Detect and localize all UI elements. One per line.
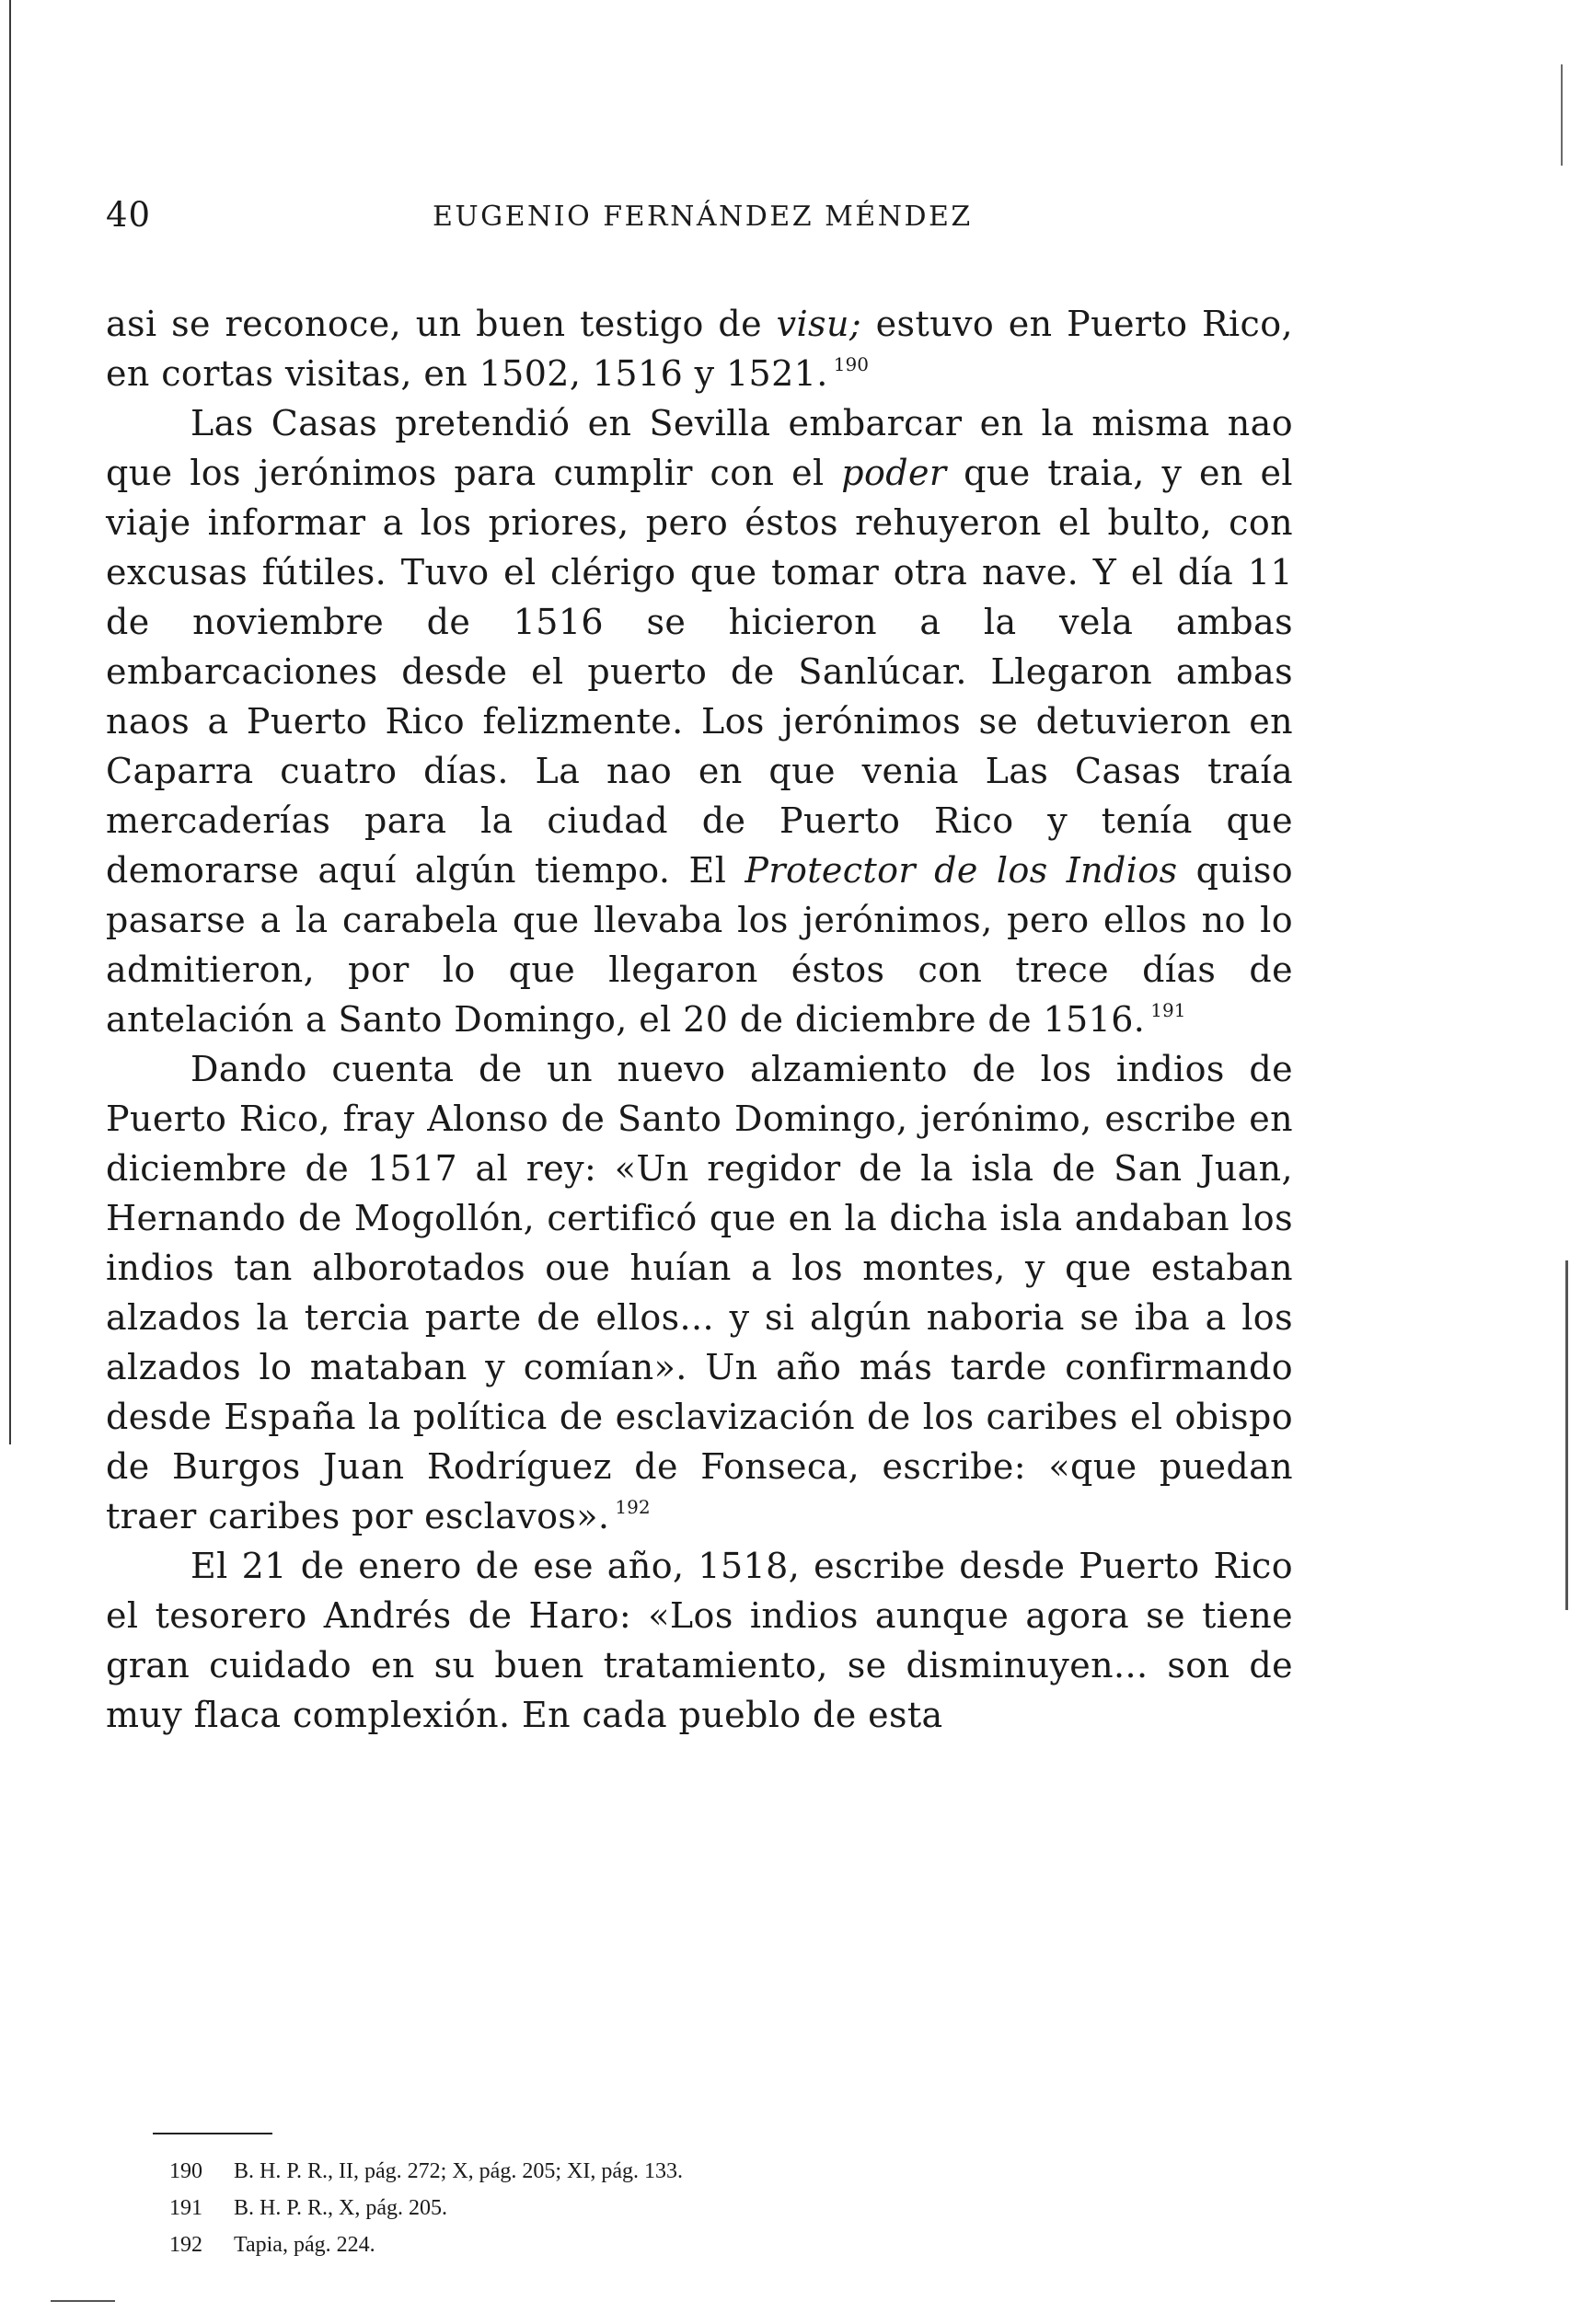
- footnotes: [169, 2153, 1228, 2263]
- footnote-number: 191: [169, 2196, 202, 2220]
- scan-edge-line-right-top: [1561, 64, 1563, 166]
- paragraph-2-text-a: Las Casas pretendió en Sevilla embarcar en la misma nao que los jerónimos para cumplir con el: [106, 403, 1293, 493]
- paragraph-1-text-a: asi se reconoce, un buen testigo de: [106, 304, 777, 344]
- footnote-number: 192: [169, 2233, 202, 2257]
- scan-edge-line-bottom: [51, 2300, 115, 2302]
- footnote-ref-192: 192: [615, 1496, 651, 1518]
- paragraph-2: [106, 398, 1293, 1044]
- paragraph-1-text-b: estuvo en Puerto Rico, en cortas visitas, en 1502, 1516 y 1521.: [106, 304, 1293, 394]
- paragraph-2-italic-a: poder: [841, 453, 947, 493]
- paragraph-2-italic-b: Protector de los Indios: [745, 850, 1178, 891]
- running-head: EUGENIO FERNÁNDEZ MÉNDEZ: [433, 201, 973, 233]
- footnote-divider: [153, 2133, 272, 2134]
- scan-edge-line-right-mid: [1565, 1260, 1568, 1610]
- paragraph-2-text-b: que traia, y en el viaje informar a los priores, pero éstos rehuyeron el bulto, con excusas fútiles. Tuvo el clérigo que tomar otra nave. Y el día 11 de noviembre de 1516 se hicieron a la vela ambas embarcaciones desde el puerto de Sanlúcar. Llegaron ambas naos a Puerto Rico felizmente. Los jerónimos se detuvieron en Caparra cuatro días. La nao en que venia Las Casas traía mercaderías para la ciudad de Puerto Rico y tenía que demorarse aquí algún tiempo. El: [106, 453, 1293, 891]
- paragraph-3-text: Dando cuenta de un nuevo alzamiento de los indios de Puerto Rico, fray Alonso de Santo Domingo, jerónimo, escribe en diciembre de 1517 al rey: «Un regidor de la isla de San Juan, Hernando de Mogollón, certificó que en la dicha isla andaban los indios tan alborotados oue huían a los montes, y que estaban alzados la tercia parte de ellos... y si algún naboria se iba a los alzados lo mataban y comían». Un año más tarde confirmando desde España la política de esclavización de los caribes el obispo de Burgos Juan Rodríguez de Fonseca, escribe: «que puedan traer caribes por esclavos».: [106, 1049, 1293, 1536]
- footnote-190: [169, 2153, 1228, 2190]
- footnote-text: Tapia, pág. 224.: [234, 2233, 375, 2257]
- footnote-text: B. H. P. R., II, pág. 272; X, pág. 205; XI, pág. 133.: [234, 2159, 683, 2183]
- footnote-ref-191: 191: [1150, 999, 1186, 1021]
- page-header: [106, 195, 1293, 241]
- scan-edge-line-left: [9, 0, 11, 1444]
- footnote-192: [169, 2226, 1228, 2263]
- paragraph-1-italic: visu;: [776, 304, 862, 344]
- footnote-text: B. H. P. R., X, pág. 205.: [234, 2196, 448, 2220]
- paragraph-4: [106, 1541, 1293, 1740]
- paragraph-1: [106, 299, 1293, 398]
- paragraph-2-text-c: quiso pasarse a la carabela que llevaba los jerónimos, pero ellos no lo admitieron, por lo que llegaron éstos con trece días de antelación a Santo Domingo, el 20 de diciembre de 1516.: [106, 850, 1293, 1040]
- paragraph-3: [106, 1044, 1293, 1541]
- footnote-191: [169, 2190, 1228, 2226]
- page-number: 40: [106, 195, 152, 235]
- paragraph-4-text: El 21 de enero de ese año, 1518, escribe desde Puerto Rico el tesorero Andrés de Haro: «Los indios aunque agora se tiene gran cuidado en su buen tratamiento, se disminuyen... son de muy flaca complexión. En cada pueblo de esta: [106, 1546, 1293, 1735]
- footnote-ref-190: 190: [833, 353, 869, 375]
- footnote-number: 190: [169, 2159, 202, 2183]
- body-text: [106, 299, 1293, 1740]
